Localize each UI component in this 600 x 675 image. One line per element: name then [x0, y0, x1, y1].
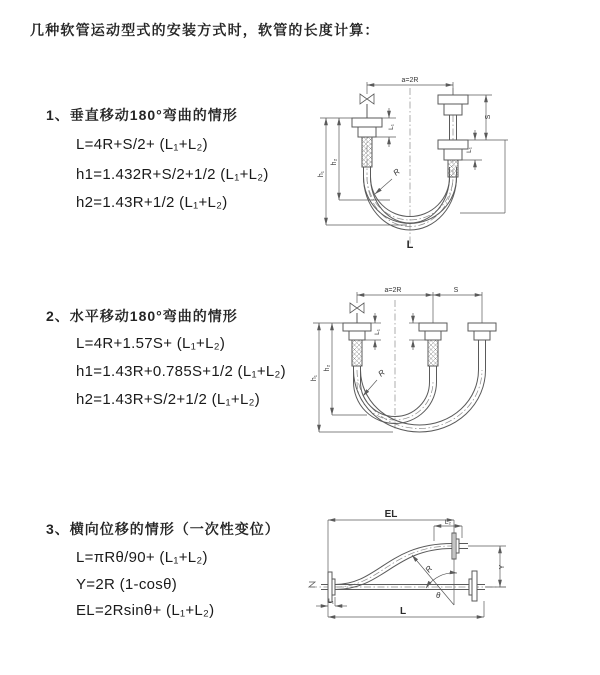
dim-label-l1: L₁: [328, 598, 334, 605]
center-pipe-assembly: [419, 323, 447, 366]
dim-label-a2r: a=2R: [401, 77, 419, 84]
lower-right-flange: [469, 571, 477, 601]
diagram-horizontal-180: [305, 282, 597, 454]
formula-line: h2=1.43R+S/2+1/2 (L₁+L₂): [76, 391, 261, 408]
centerlines: [367, 88, 453, 244]
dim-label-h1: h₁: [311, 374, 318, 382]
dim-label-a2r: a=2R: [384, 287, 402, 294]
dim-label-el: EL: [384, 509, 398, 520]
flange-plate: [468, 323, 496, 331]
dim-label-l2: L₂: [444, 519, 452, 526]
formula-line: L=4R+S/2+ (L₁+L₂): [76, 136, 208, 153]
dim-label-h2: h₂: [324, 364, 331, 372]
dimension-lines: [316, 520, 506, 617]
flange-plate: [419, 323, 447, 331]
dim-label-s: S: [485, 114, 492, 120]
flange-neck: [358, 127, 376, 137]
upper-right-flange: [452, 533, 459, 559]
left-pipe-assembly: [343, 303, 371, 366]
hose-body: [321, 544, 485, 590]
diagram-vertical-180: [312, 72, 594, 258]
formula-line: h2=1.43R+1/2 (L₁+L₂): [76, 194, 228, 211]
formula-line: L=πRθ/90+ (L₁+L₂): [76, 549, 208, 566]
hose-arcs: [354, 366, 486, 432]
formula-line: h1=1.432R+S/2+1/2 (L₁+L₂): [76, 166, 269, 183]
dim-label-l1: L₁: [374, 329, 381, 335]
braided-hose: [362, 137, 372, 167]
formula-line: L=4R+1.57S+ (L₁+L₂): [76, 335, 226, 352]
formula-line: h1=1.43R+0.785S+1/2 (L₁+L₂): [76, 363, 286, 380]
flange-plate: [343, 323, 371, 331]
document-title: 几种软管运动型式的安装方式时，软管的长度计算：: [30, 22, 380, 38]
dim-label-h1: h₁: [318, 170, 325, 178]
centerlines: [310, 546, 508, 587]
right-pipe-assembly: [468, 323, 496, 370]
dim-label-y: Y: [499, 564, 506, 570]
right-pipe-assembly: [438, 95, 468, 177]
formula-line: Y=2R (1-cosθ): [76, 576, 178, 593]
centerline-break-mark: [309, 582, 315, 587]
left-pipe-assembly: [352, 94, 382, 167]
formula-line: EL=2Rsinθ+ (L₁+L₂): [76, 602, 215, 619]
dim-label-h2: h₂: [331, 158, 338, 166]
angle-label-theta: θ: [436, 591, 441, 600]
dim-label-s: S: [453, 287, 459, 294]
dim-label-l: L: [399, 606, 407, 617]
dimension-labels: [328, 509, 506, 617]
flange-neck: [444, 149, 462, 160]
braided-hose: [428, 340, 438, 366]
dim-label-l1-right: L₁: [466, 147, 473, 153]
section-heading: 2、水平移动180°弯曲的情形: [46, 308, 238, 324]
flange-neck: [425, 331, 441, 340]
radius-label: R: [376, 367, 387, 379]
valve-icon: [350, 303, 364, 313]
valve-icon: [360, 94, 374, 104]
flange-plate: [438, 140, 468, 149]
diagram-lateral-displacement: [308, 505, 594, 640]
radius-label: R: [391, 166, 402, 178]
section-heading: 1、垂直移动180°弯曲的情形: [46, 107, 238, 123]
flange-neck: [349, 331, 365, 340]
braided-hose: [352, 340, 362, 366]
flange-neck: [444, 104, 462, 115]
length-label: L: [406, 239, 414, 251]
flange-plate: [352, 118, 382, 127]
flange-plate: [438, 95, 468, 104]
section-heading: 3、横向位移的情形（一次性变位）: [46, 521, 280, 537]
radius-label: R: [423, 564, 435, 575]
dimension-lines: [313, 292, 482, 432]
dimension-lines: [320, 82, 508, 225]
flange-neck: [474, 331, 490, 340]
dim-label-l1-left: L₁: [388, 124, 395, 130]
braided-hose: [448, 160, 458, 177]
